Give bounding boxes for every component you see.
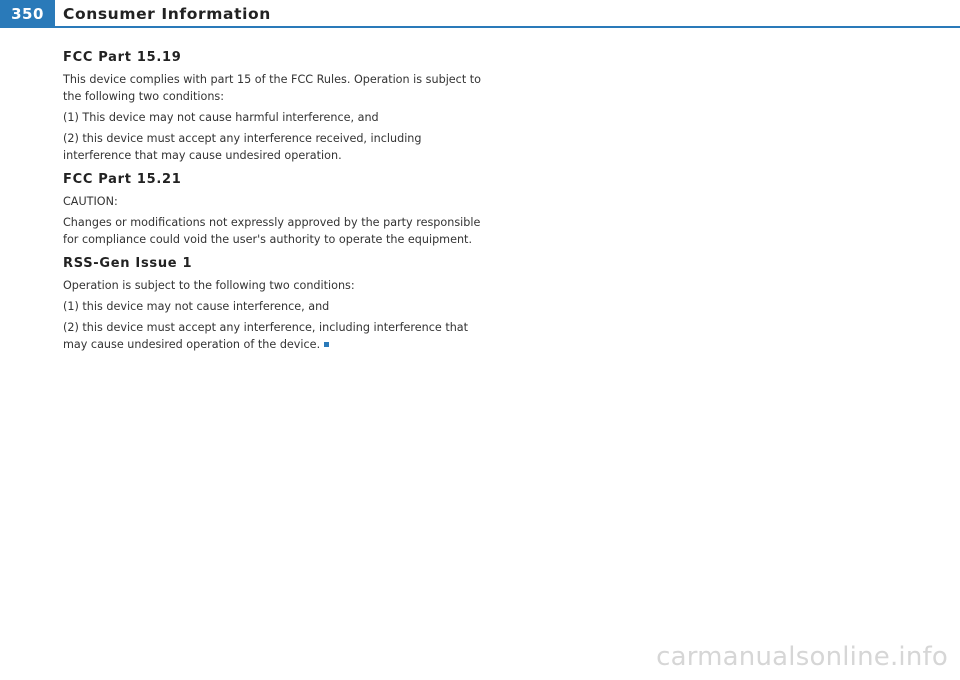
paragraph: This device complies with part 15 of the FCC Rules. Operation is subject to the following two conditions: (63, 73, 482, 103)
paragraph: (1) This device may not cause harmful interference, and (63, 111, 379, 124)
paragraph: Operation is subject to the following two conditions: (63, 279, 355, 292)
page-title: Consumer Information (63, 5, 271, 23)
section-heading: FCC Part 15.19 (63, 50, 182, 65)
end-of-section-icon (324, 342, 329, 347)
watermark: carmanualsonline.info (656, 642, 948, 672)
header-rule (55, 26, 960, 28)
paragraph: (2) this device must accept any interference received, including interference that may cause undesired operation. (63, 132, 422, 162)
section-rss-gen (63, 255, 483, 353)
last-paragraph (63, 319, 483, 353)
paragraph: Changes or modifications not expressly approved by the party responsible for compliance could void the user's authority to operate the equipment. (63, 216, 481, 246)
document-body (63, 49, 483, 360)
section-fcc-15-19 (63, 49, 483, 164)
paragraph: (1) this device may not cause interference, and (63, 300, 330, 313)
section-heading: FCC Part 15.21 (63, 172, 182, 187)
paragraph: CAUTION: (63, 195, 118, 208)
page-number: 350 (0, 0, 55, 28)
section-heading: RSS-Gen Issue 1 (63, 256, 193, 271)
paragraph-text: (2) this device must accept any interference, including interference that may cause undesired operation of the device. (63, 321, 469, 351)
section-fcc-15-21 (63, 171, 483, 248)
